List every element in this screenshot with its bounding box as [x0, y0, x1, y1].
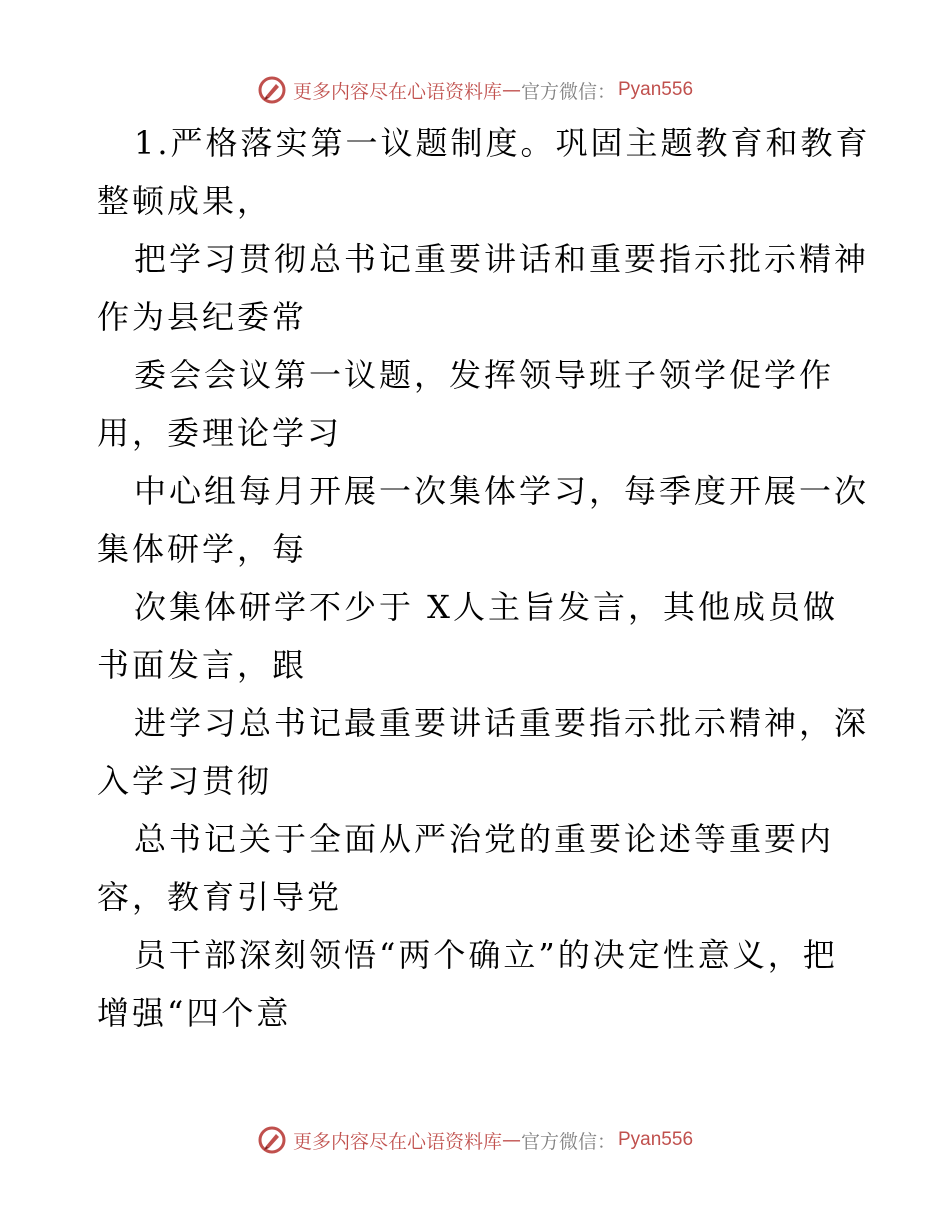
paragraph-line: 中心组每月开展一次集体学习，每季度开展一次 — [134, 472, 870, 510]
paragraph-line: 书面发言，跟 — [97, 646, 308, 684]
wechat-id: Pyan556 — [618, 79, 694, 100]
wechat-label: 官方微信： — [520, 80, 616, 103]
paragraph-line: 次集体研学不少于 X人主旨发言，其他成员做 — [134, 588, 838, 626]
pen-circle-logo-icon — [257, 1125, 287, 1155]
wechat-id: Pyan556 — [618, 1129, 694, 1150]
wechat-label: 官方微信： — [520, 1130, 616, 1153]
watermark-separator: — — [501, 79, 521, 101]
pen-circle-logo-icon — [257, 75, 287, 105]
paragraph-line: 入学习贯彻 — [97, 762, 273, 800]
paragraph-line: 1.严格落实第一议题制度。巩固主题教育和教育 — [134, 124, 871, 162]
paragraph-line: 员干部深刻领悟“两个确立”的决定性意义，把 — [134, 936, 838, 974]
header-watermark — [0, 72, 950, 108]
paragraph-line: 用，委理论学习 — [97, 414, 343, 452]
paragraph-line: 总书记关于全面从严治党的重要论述等重要内 — [134, 820, 835, 858]
paragraph-line: 把学习贯彻总书记重要讲话和重要指示批示精神 — [134, 240, 870, 278]
paragraph-line: 容，教育引导党 — [97, 878, 343, 916]
watermark-text: 更多内容尽在心语资料库 — [292, 1130, 502, 1153]
paragraph-line: 作为县纪委常 — [97, 298, 308, 336]
paragraph-line: 集体研学，每 — [97, 530, 308, 568]
footer-watermark — [0, 1122, 950, 1158]
paragraph-line: 增强“四个意 — [97, 994, 292, 1032]
watermark-text: 更多内容尽在心语资料库 — [292, 80, 502, 103]
paragraph-line: 委会会议第一议题，发挥领导班子领学促学作 — [134, 356, 835, 394]
paragraph-line: 整顿成果， — [97, 182, 273, 220]
watermark-separator: — — [501, 1129, 521, 1151]
paragraph-line: 进学习总书记最重要讲话重要指示批示精神，深 — [134, 704, 870, 742]
